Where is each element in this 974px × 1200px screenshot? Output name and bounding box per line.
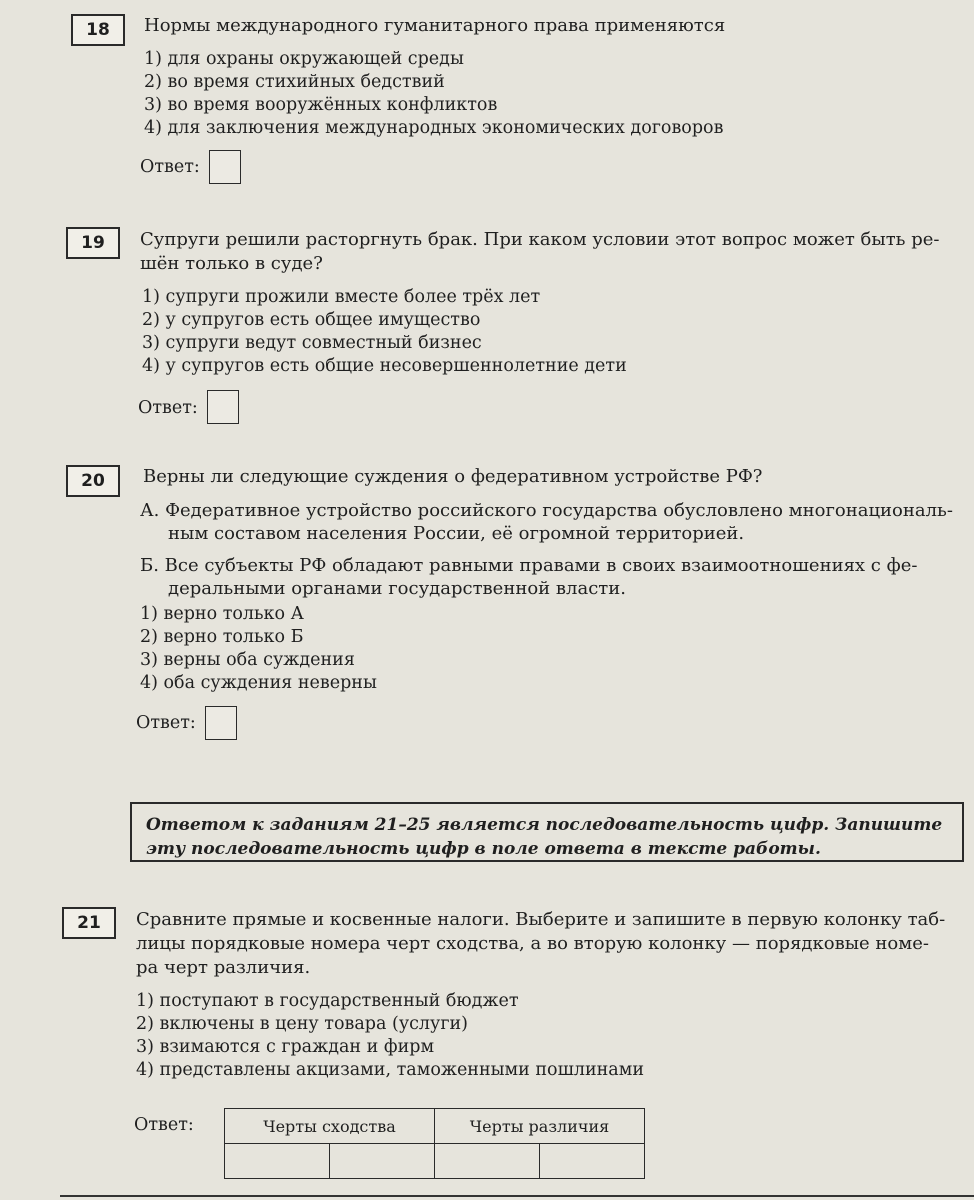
answer-option-2: 2) у супругов есть общее имущество <box>142 310 481 330</box>
statement-b-line-1: Б. Все субъекты РФ обладают равными правами в своих взаимоотношениях с фе- <box>140 555 918 576</box>
answer-table <box>224 1108 645 1179</box>
answer-option-4: 4) представлены акцизами, таможенными пошлинами <box>136 1060 645 1080</box>
answer-option-3: 3) верны оба суждения <box>140 650 355 670</box>
answer-table-header-row <box>225 1109 645 1144</box>
question-text: Верны ли следующие суждения о федеративном устройстве РФ? <box>143 466 763 487</box>
answer-cell-difference-1[interactable] <box>435 1144 540 1179</box>
task-number-badge: 18 <box>71 14 125 46</box>
notice-line-2: эту последовательность цифр в поле ответа в тексте работы. <box>146 839 821 859</box>
answer-label: Ответ: <box>134 1115 194 1135</box>
answer-option-3: 3) супруги ведут совместный бизнес <box>142 333 482 353</box>
answer-option-1: 1) для охраны окружающей среды <box>144 49 464 69</box>
question-text-line-1: Супруги решили расторгнуть брак. При каком условии этот вопрос может быть ре- <box>140 229 940 250</box>
answer-option-1: 1) супруги прожили вместе более трёх лет <box>142 287 541 307</box>
answer-option-3: 3) взимаются с граждан и фирм <box>136 1037 435 1057</box>
question-text-line-1: Сравните прямые и косвенные налоги. Выберите и запишите в первую колонку таб- <box>136 909 946 930</box>
answer-option-1: 1) поступают в государственный бюджет <box>136 991 519 1011</box>
answer-table-input-row <box>225 1144 645 1179</box>
answer-cell-similarity-2[interactable] <box>330 1144 435 1179</box>
answer-box[interactable] <box>207 390 239 424</box>
statement-a-line-1: А. Федеративное устройство российского государства обусловлено многонациональ- <box>140 500 953 521</box>
task-number-badge: 21 <box>62 907 116 939</box>
task-number-badge: 19 <box>66 227 120 259</box>
answer-option-4: 4) для заключения международных экономических договоров <box>144 118 724 138</box>
notice-line-1: Ответом к заданиям 21–25 является последовательность цифр. Запишите <box>146 815 943 835</box>
answer-option-4: 4) оба суждения неверны <box>140 673 377 693</box>
answer-option-2: 2) включены в цену товара (услуги) <box>136 1014 468 1034</box>
answer-label: Ответ: <box>136 713 196 733</box>
task-number-badge: 20 <box>66 465 120 497</box>
answer-cell-difference-2[interactable] <box>540 1144 645 1179</box>
answer-option-3: 3) во время вооружённых конфликтов <box>144 95 498 115</box>
answer-box[interactable] <box>205 706 237 740</box>
answer-label: Ответ: <box>140 157 200 177</box>
answer-option-1: 1) верно только А <box>140 604 304 624</box>
answer-option-2: 2) верно только Б <box>140 627 304 647</box>
question-text-line-2: шён только в суде? <box>140 253 323 274</box>
instructions-notice <box>130 802 964 862</box>
answer-cell-similarity-1[interactable] <box>225 1144 330 1179</box>
header-similarities: Черты сходства <box>225 1109 435 1144</box>
header-differences: Черты различия <box>435 1109 645 1144</box>
question-text: Нормы международного гуманитарного права применяются <box>144 15 726 36</box>
statement-a-line-2: ным составом населения России, её огромной территорией. <box>168 523 745 544</box>
page-bottom-rule <box>60 1195 974 1197</box>
question-text-line-2: лицы порядковые номера черт сходства, а во вторую колонку — порядковые номе- <box>136 933 929 954</box>
statement-b-line-2: деральными органами государственной власти. <box>168 578 626 599</box>
answer-label: Ответ: <box>138 398 198 418</box>
question-text-line-3: ра черт различия. <box>136 957 311 978</box>
answer-box[interactable] <box>209 150 241 184</box>
answer-option-4: 4) у супругов есть общие несовершеннолетние дети <box>142 356 627 376</box>
answer-option-2: 2) во время стихийных бедствий <box>144 72 445 92</box>
